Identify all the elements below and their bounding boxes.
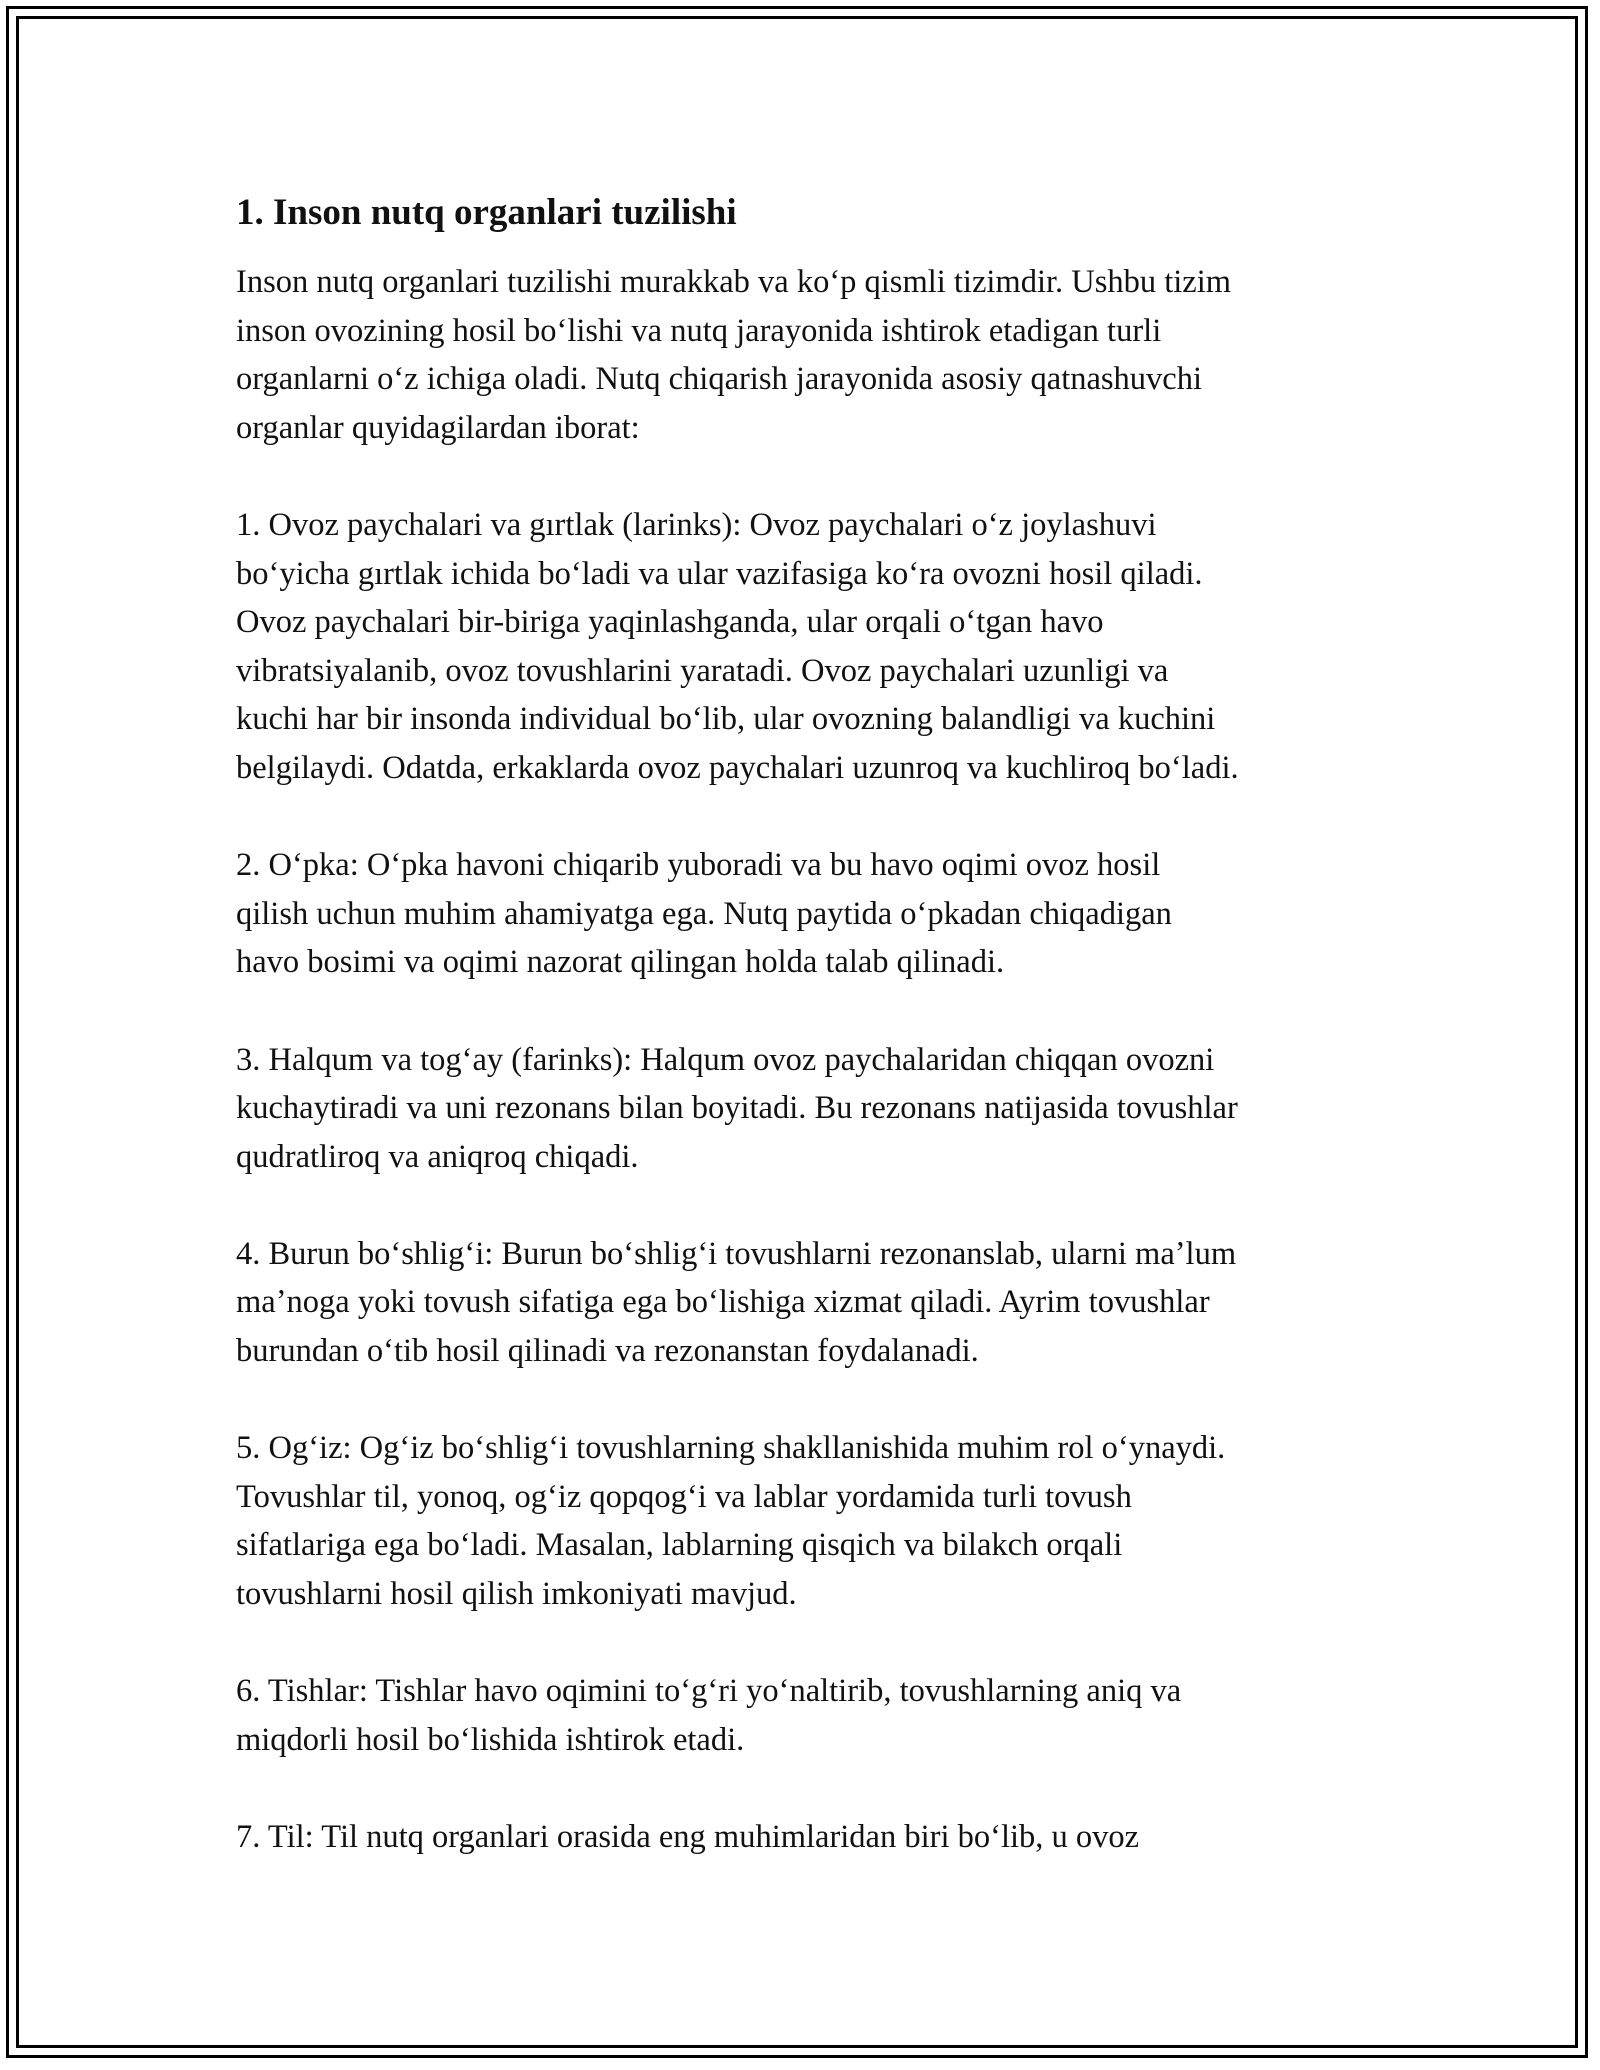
paragraph-nasal-cavity bbox=[236, 1230, 1386, 1376]
text-line: tovushlarni hosil qilish imkoniyati mavjud. bbox=[236, 1576, 797, 1613]
text-line: belgilaydi. Odatda, erkaklarda ovoz paychalari uzunroq va kuchliroq boʻladi. bbox=[236, 749, 1239, 786]
text-line: 7. Til: Til nutq organlari orasida eng muhimlaridan biri boʻlib, u ovoz bbox=[236, 1819, 1140, 1855]
paragraph-vocal-cords bbox=[236, 501, 1386, 793]
text-line: 2. Oʻpka: Oʻpka havoni chiqarib yuboradi va bu havo oqimi ovoz hosil bbox=[236, 847, 1161, 884]
text-line: burundan oʻtib hosil qilinadi va rezonanstan foydalanadi. bbox=[236, 1333, 979, 1370]
paragraph-lungs bbox=[236, 841, 1386, 987]
text-line: Inson nutq organlari tuzilishi murakkab va koʻp qismli tizimdir. Ushbu tizim bbox=[236, 264, 1232, 300]
text-line: qudratliroq va aniqroq chiqadi. bbox=[236, 1138, 639, 1175]
text-line: sifatlariga ega boʻladi. Masalan, lablarning qisqich va bilakch orqali bbox=[236, 1527, 1123, 1564]
text-line: 4. Burun boʻshligʻi: Burun boʻshligʻi tovushlarni rezonanslab, ularni maʼlum bbox=[236, 1235, 1237, 1272]
text-line: 1. Ovoz paychalari va gırtlak (larinks): Ovoz paychalari oʻz joylashuvi bbox=[236, 506, 1157, 543]
text-line: 3. Halqum va togʻay (farinks): Halqum ovoz paychalaridan chiqqan ovozni bbox=[236, 1041, 1215, 1078]
text-line: havo bosimi va oqimi nazorat qilingan holda talab qilinadi. bbox=[236, 944, 1005, 981]
text-line: qilish uchun muhim ahamiyatga ega. Nutq paytida oʻpkadan chiqadigan bbox=[236, 895, 1172, 932]
text-line: organlarni oʻz ichiga oladi. Nutq chiqarish jarayonida asosiy qatnashuvchi bbox=[236, 361, 1203, 398]
paragraph-intro bbox=[236, 258, 1386, 452]
text-line: maʼnoga yoki tovush sifatiga ega boʻlishiga xizmat qiladi. Ayrim tovushlar bbox=[236, 1284, 1210, 1321]
text-line: vibratsiyalanib, ovoz tovushlarini yaratadi. Ovoz paychalari uzunligi va bbox=[236, 652, 1169, 689]
paragraph-pharynx bbox=[236, 1036, 1386, 1182]
text-line: 6. Tishlar: Tishlar havo oqimini toʻgʻri yoʻnaltirib, tovushlarning aniq va bbox=[236, 1673, 1182, 1710]
paragraph-tongue bbox=[236, 1813, 1386, 1862]
text-line: kuchi har bir insonda individual boʻlib, ular ovozning balandligi va kuchini bbox=[236, 701, 1216, 738]
document-body bbox=[236, 185, 1386, 1910]
paragraph-teeth bbox=[236, 1667, 1386, 1764]
document-title: 1. Inson nutq organlari tuzilishi bbox=[236, 192, 737, 233]
text-line: 5. Ogʻiz: Ogʻiz boʻshligʻi tovushlarning shakllanishida muhim rol oʻynaydi. bbox=[236, 1430, 1226, 1467]
text-line: boʻyicha gırtlak ichida boʻladi va ular vazifasiga koʻra ovozni hosil qiladi. bbox=[236, 555, 1203, 592]
text-line: Ovoz paychalari bir-biriga yaqinlashganda, ular orqali oʻtgan havo bbox=[236, 604, 1104, 641]
paragraph-mouth bbox=[236, 1424, 1386, 1618]
text-line: organlar quyidagilardan iborat: bbox=[236, 409, 640, 446]
text-line: inson ovozining hosil boʻlishi va nutq jarayonida ishtirok etadigan turli bbox=[236, 312, 1162, 349]
text-line: Tovushlar til, yonoq, ogʻiz qopqogʻi va lablar yordamida turli tovush bbox=[236, 1478, 1132, 1515]
text-line: miqdorli hosil boʻlishida ishtirok etadi. bbox=[236, 1721, 745, 1758]
text-line: kuchaytiradi va uni rezonans bilan boyitadi. Bu rezonans natijasida tovushlar bbox=[236, 1090, 1238, 1127]
